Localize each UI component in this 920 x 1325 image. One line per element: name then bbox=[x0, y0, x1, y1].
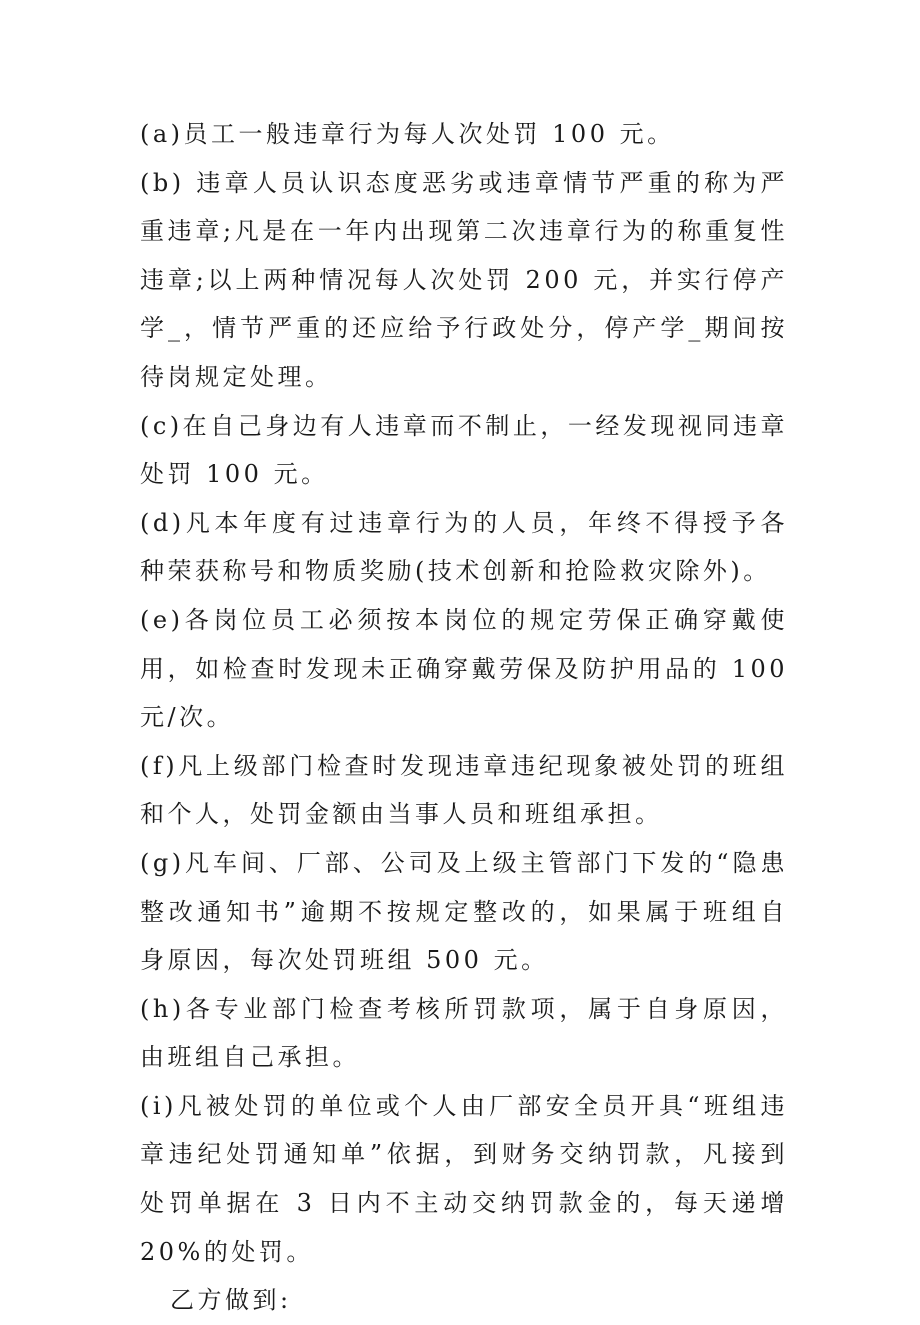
clause-e: (e)各岗位员工必须按本岗位的规定劳保正确穿戴使用，如检查时发现未正确穿戴劳保及防护用品的 100 元/次。 bbox=[140, 605, 788, 732]
clause-g: (g)凡车间、厂部、公司及上级主管部门下发的“隐患整改通知书”逾期不按规定整改的，如果属于班组自身原因，每次处罚班组 500 元。 bbox=[140, 848, 788, 975]
clause-h: (h)各专业部门检查考核所罚款项，属于自身原因，由班组自己承担。 bbox=[140, 994, 788, 1072]
closing-line: 乙方做到: bbox=[170, 1286, 292, 1315]
clause-c: (c)在自己身边有人违章而不制止，一经发现视同违章处罚 100 元。 bbox=[140, 411, 788, 489]
clause-d: (d)凡本年度有过违章行为的人员，年终不得授予各种荣获称号和物质奖励(技术创新和抢险救灾除外)。 bbox=[140, 508, 788, 586]
clause-i: (i)凡被处罚的单位或个人由厂部安全员开具“班组违章违纪处罚通知单”依据，到财务交纳罚款，凡接到处罚单据在 3 日内不主动交纳罚款金的，每天递增 20%的处罚。 bbox=[140, 1091, 788, 1266]
clause-b: (b) 违章人员认识态度恶劣或违章情节严重的称为严重违章;凡是在一年内出现第二次违章行为的称重复性违章;以上两种情况每人次处罚 200 元，并实行停产学_，情节严重的还应给予行政处分，停产学_期间按待岗规定处理。 bbox=[140, 168, 788, 391]
document-body bbox=[140, 110, 788, 1325]
clause-a: (a)员工一般违章行为每人次处罚 100 元。 bbox=[140, 120, 675, 148]
clause-f: (f)凡上级部门检查时发现违章违纪现象被处罚的班组和个人，处罚金额由当事人员和班组承担。 bbox=[140, 751, 788, 829]
